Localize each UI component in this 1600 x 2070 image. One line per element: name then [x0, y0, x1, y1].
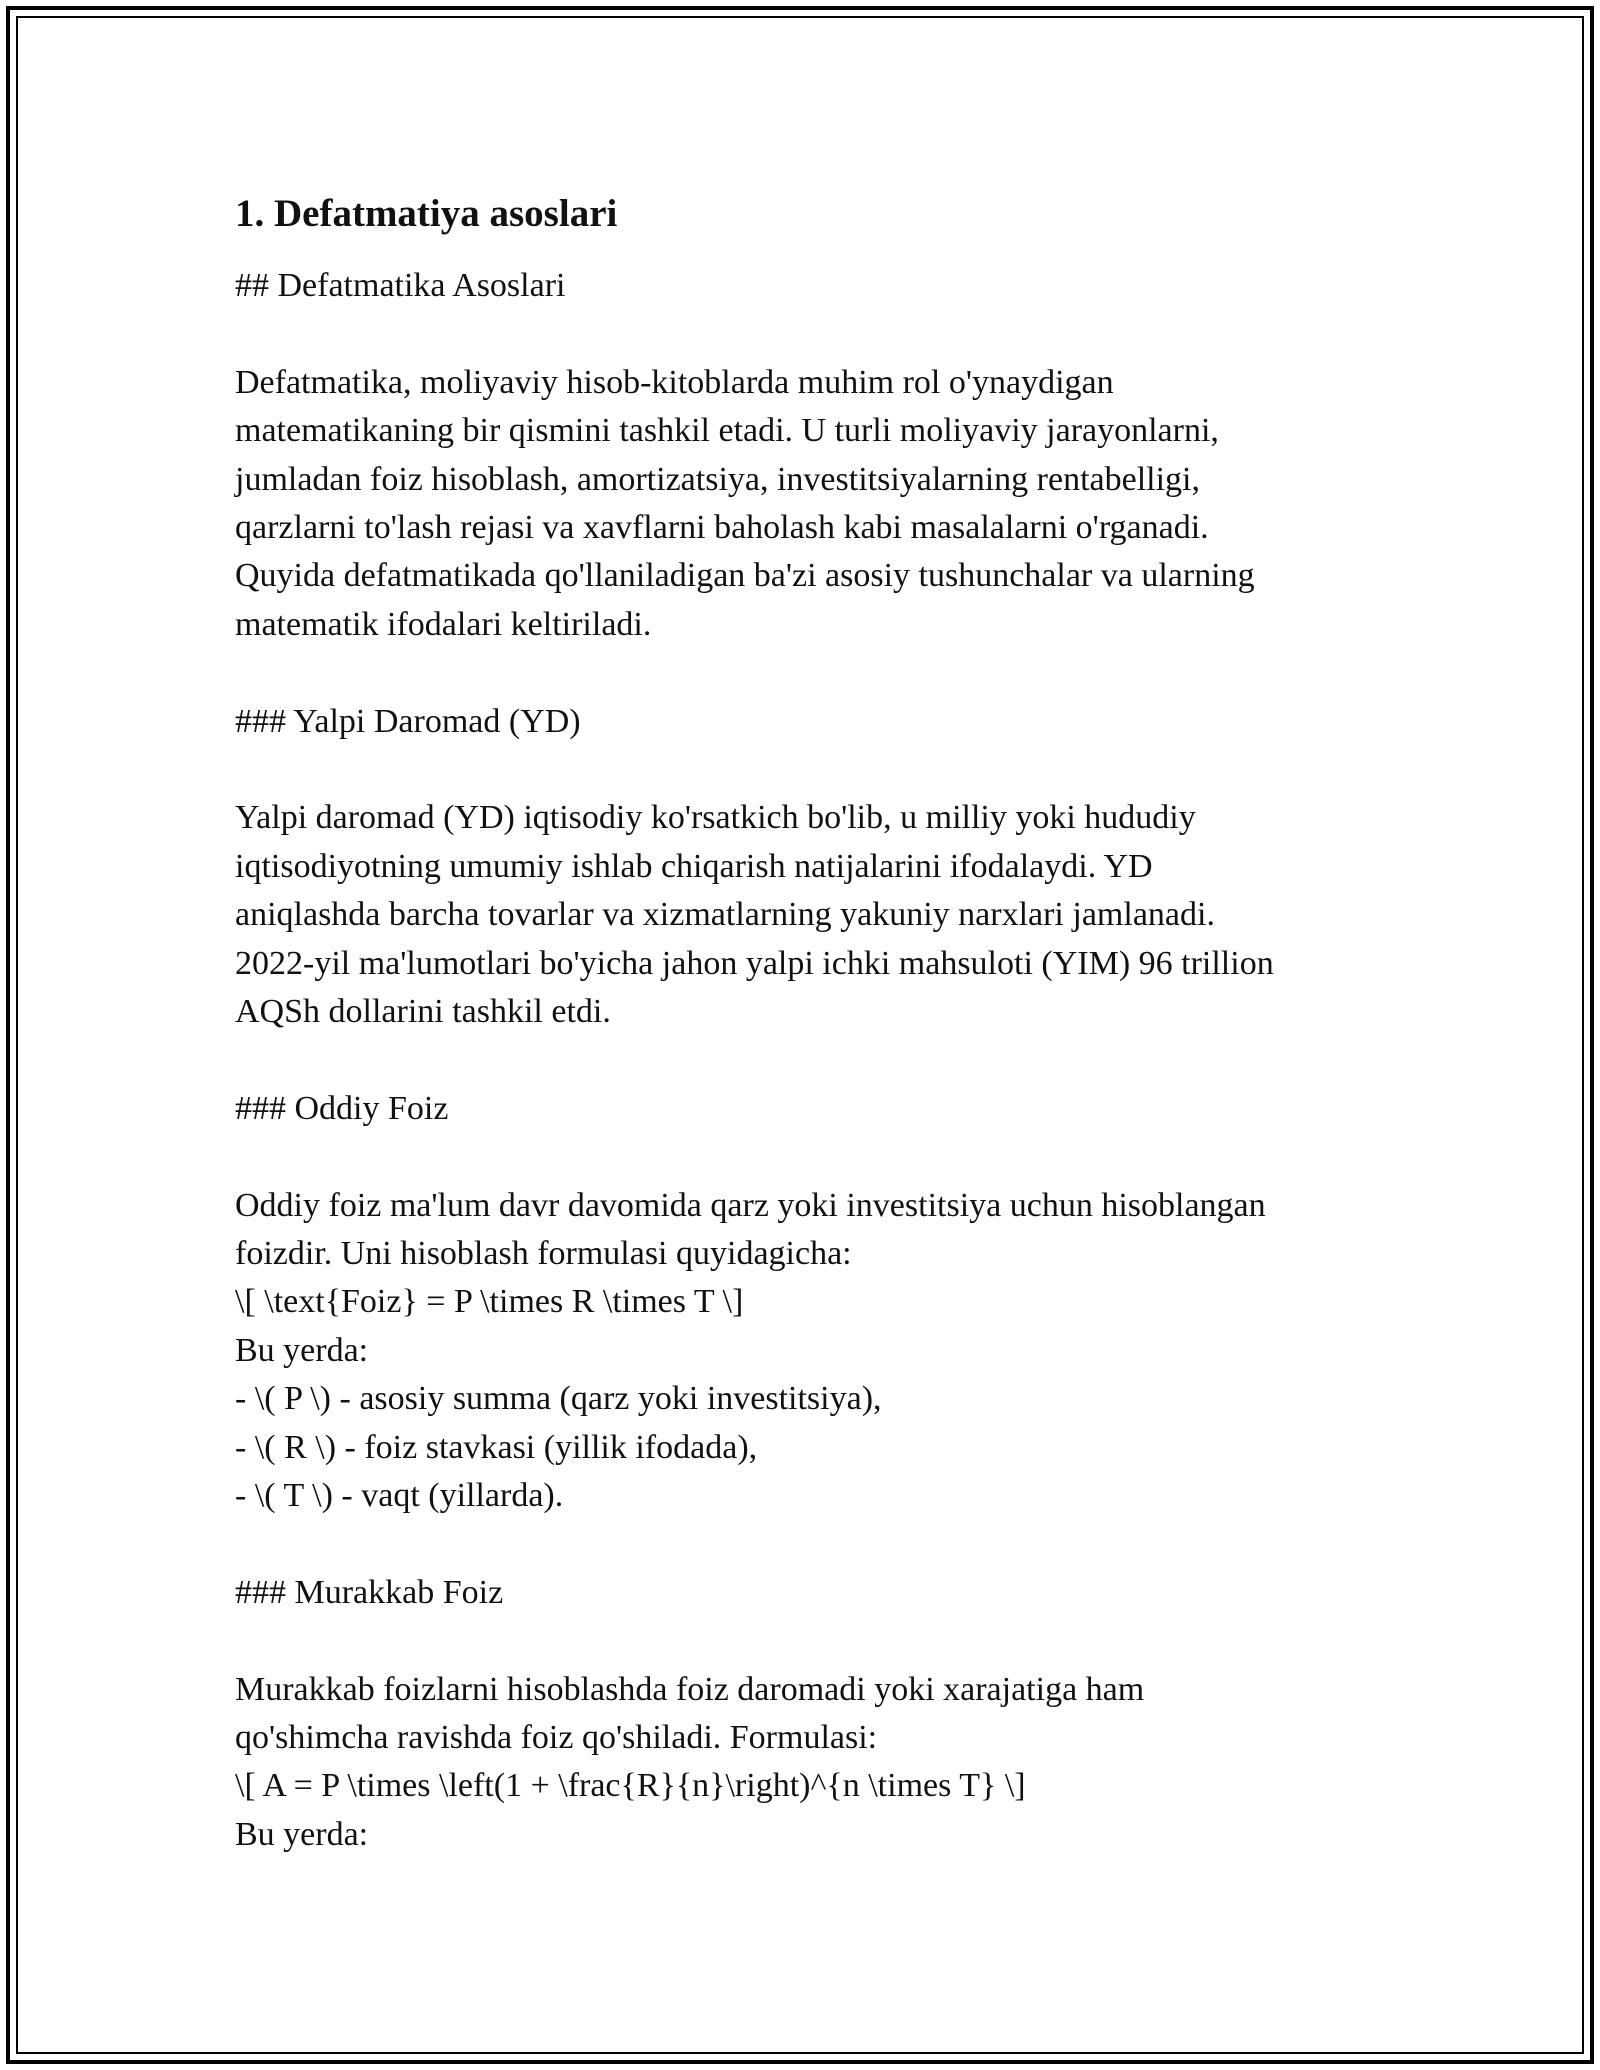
- text-line: Oddiy foiz ma'lum davr davomida qarz yoki investitsiya uchun hisoblangan: [235, 1186, 1266, 1224]
- text-line: ### Yalpi Daromad (YD): [235, 702, 581, 740]
- text-line: Bu yerda:: [235, 1331, 369, 1369]
- text-line: Quyida defatmatikada qo'llaniladigan ba'zi asosiy tushunchalar va ularning: [235, 557, 1255, 595]
- text-line: - \( P \) - asosiy summa (qarz yoki investitsiya),: [235, 1380, 882, 1418]
- blank-line: [235, 1036, 1385, 1084]
- blank-line: [235, 1520, 1385, 1568]
- text-line: matematik ifodalari keltiriladi.: [235, 605, 652, 643]
- text-line: - \( R \) - foiz stavkasi (yillik ifodada),: [235, 1428, 758, 1466]
- text-line: ### Oddiy Foiz: [235, 1089, 449, 1127]
- text-line: AQSh dollarini tashkil etdi.: [235, 993, 611, 1031]
- blank-line: [235, 649, 1385, 697]
- text-line: Defatmatika, moliyaviy hisob-kitoblarda muhim rol o'ynaydigan: [235, 363, 1114, 401]
- text-line: ### Murakkab Foiz: [235, 1573, 504, 1611]
- text-line: Bu yerda:: [235, 1815, 369, 1853]
- document-lines: [235, 262, 1385, 1859]
- text-line: matematikaning bir qismini tashkil etadi. U turli moliyaviy jarayonlarni,: [235, 412, 1219, 450]
- document-body: [235, 186, 1385, 1859]
- text-line: jumladan foiz hisoblash, amortizatsiya, investitsiyalarning rentabelligi,: [235, 460, 1200, 498]
- blank-line: [235, 1133, 1385, 1181]
- text-line: qo'shimcha ravishda foiz qo'shiladi. Formulasi:: [235, 1719, 878, 1757]
- text-line: Murakkab foizlarni hisoblashda foiz daromadi yoki xarajatiga ham: [235, 1670, 1145, 1708]
- text-line: \[ A = P \times \left(1 + \frac{R}{n}\right)^{n \times T} \]: [235, 1767, 1026, 1805]
- text-line: 2022-yil ma'lumotlari bo'yicha jahon yalpi ichki mahsuloti (YIM) 96 trillion: [235, 944, 1274, 982]
- text-line: \[ \text{Foiz} = P \times R \times T \]: [235, 1283, 744, 1321]
- text-line: qarzlarni to'lash rejasi va xavflarni baholash kabi masalalarni o'rganadi.: [235, 509, 1209, 547]
- blank-line: [235, 310, 1385, 358]
- blank-line: [235, 1617, 1385, 1665]
- text-line: iqtisodiyotning umumiy ishlab chiqarish natijalarini ifodalaydi. YD: [235, 847, 1153, 885]
- blank-line: [235, 746, 1385, 794]
- text-line: ## Defatmatika Asoslari: [235, 267, 566, 304]
- text-line: aniqlashda barcha tovarlar va xizmatlarning yakuniy narxlari jamlanadi.: [235, 896, 1215, 934]
- page-title: 1. Defatmatiya asoslari: [235, 192, 618, 235]
- text-line: - \( T \) - vaqt (yillarda).: [235, 1477, 564, 1515]
- text-line: foizdir. Uni hisoblash formulasi quyidagicha:: [235, 1235, 852, 1273]
- text-line: Yalpi daromad (YD) iqtisodiy ko'rsatkich bo'lib, u milliy yoki hududiy: [235, 799, 1196, 837]
